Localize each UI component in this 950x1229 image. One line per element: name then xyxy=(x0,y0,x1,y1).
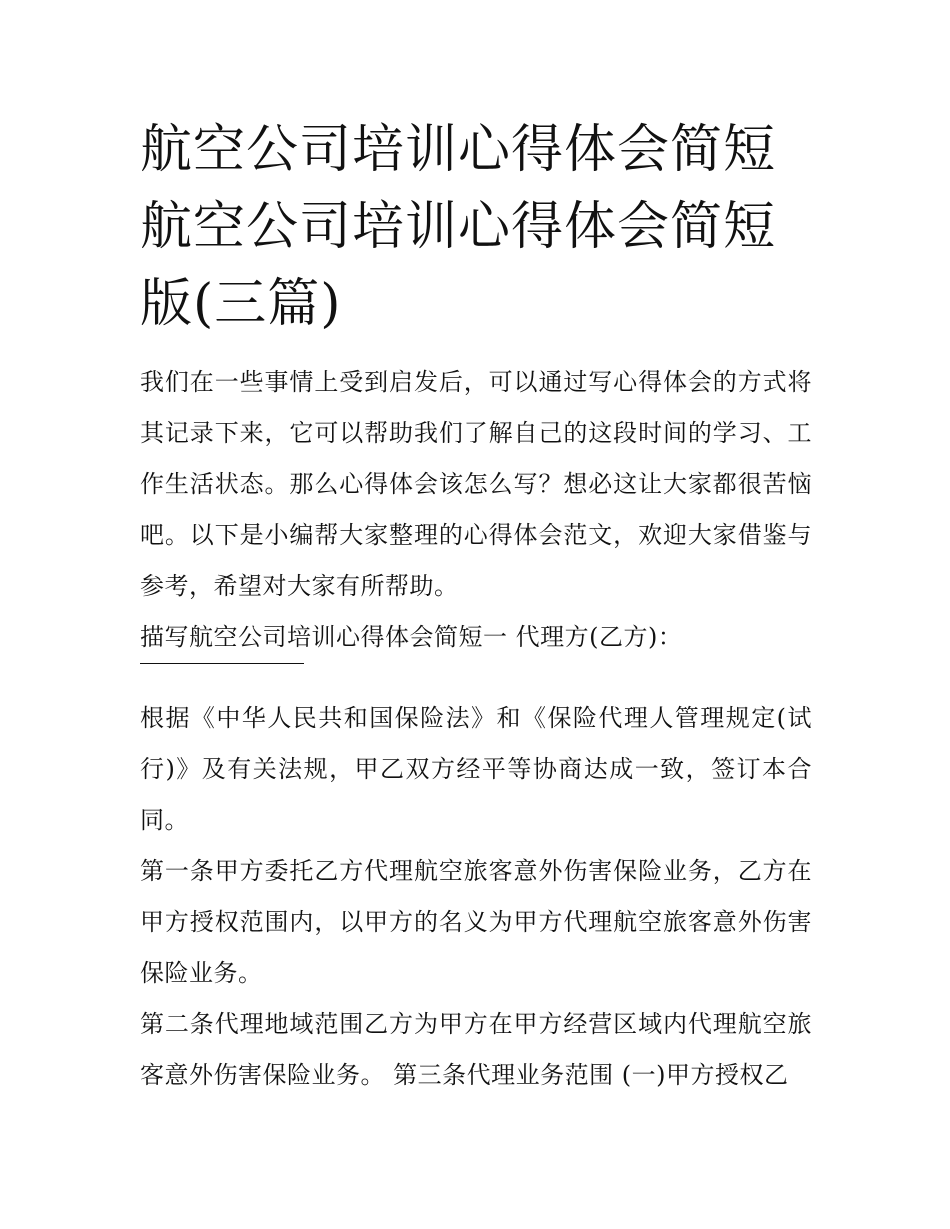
article-one-paragraph: 第一条甲方委托乙方代理航空旅客意外伤害保险业务，乙方在甲方授权范围内，以甲方的名义为甲方代理航空旅客意外伤害保险业务。 xyxy=(140,857,812,987)
signature-blank-line xyxy=(140,663,812,685)
underline-rule xyxy=(140,663,304,664)
contract-basis-paragraph: 根据《中华人民共和国保险法》和《保险代理人管理规定(试行)》及有关法规，甲乙双方经平等协商达成一致，签订本合同。 xyxy=(140,704,812,834)
document-page xyxy=(140,112,812,1101)
intro-paragraph: 我们在一些事情上受到启发后，可以通过写心得体会的方式将其记录下来，它可以帮助我们了解自己的这段时间的学习、工作生活状态。那么心得体会该怎么写？想必这让大家都很苦恼吧。以下是小编帮大家整理的心得体会范文，欢迎大家借鉴与参考，希望对大家有所帮助。 xyxy=(140,368,812,600)
section-heading-paragraph: 描写航空公司培训心得体会简短一 代理方(乙方)： xyxy=(140,623,683,651)
article-two-paragraph: 第二条代理地域范围乙方为甲方在甲方经营区域内代理航空旅客意外伤害保险业务。 第三条代理业务范围 (一)甲方授权乙 xyxy=(140,1010,812,1089)
document-title: 航空公司培训心得体会简短 航空公司培训心得体会简短版(三篇) xyxy=(140,120,777,334)
